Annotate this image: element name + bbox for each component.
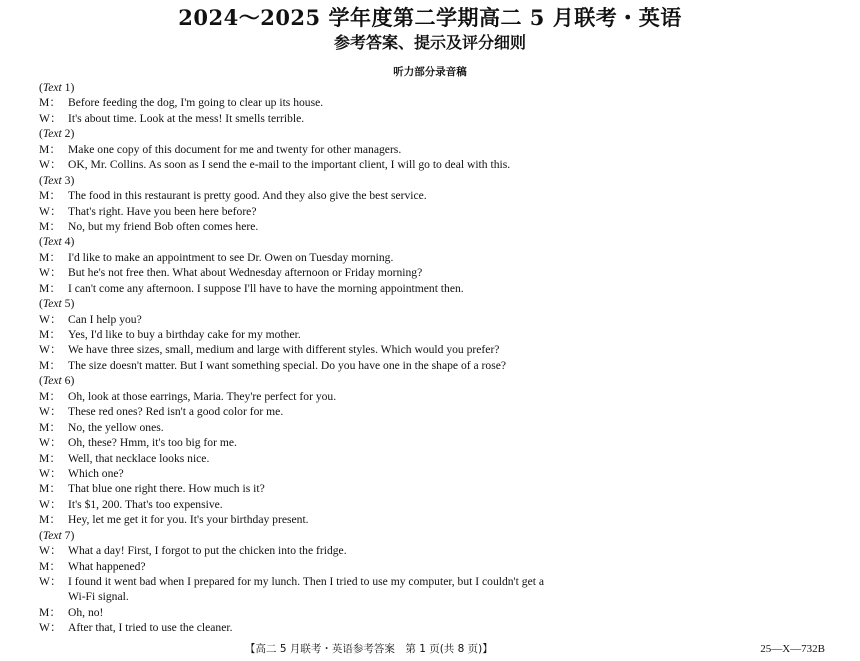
dialogue-line <box>38 111 838 126</box>
dialogue-line <box>38 157 838 172</box>
speaker-name: M <box>39 559 50 573</box>
dialogue-line <box>38 219 838 234</box>
speaker-label: M： <box>39 219 61 233</box>
footer-exam-code: 25—X—732B <box>760 643 825 655</box>
speaker-name: M <box>39 250 50 264</box>
speaker-name: M <box>39 281 50 295</box>
speaker-name: M <box>39 420 50 434</box>
dialogue-text: After that, I tried to use the cleaner. <box>68 621 233 635</box>
dialogue-line <box>38 95 838 110</box>
dialogue-text: No, but my friend Bob often comes here. <box>68 219 259 233</box>
speaker-label: W： <box>39 466 62 480</box>
speaker-label: W： <box>39 405 62 419</box>
speaker-name: M <box>39 219 50 233</box>
section-heading: 听力部分录音稿 <box>393 66 467 78</box>
speaker-name: W <box>39 111 50 125</box>
speaker-name: W <box>39 436 50 450</box>
dialogue-text: Can I help you? <box>68 312 142 326</box>
speaker-label: M： <box>39 96 61 110</box>
speaker-label: W： <box>39 544 62 558</box>
dialogue-text: Yes, I'd like to buy a birthday cake for my mother. <box>68 328 301 341</box>
dialogue-text: We have three sizes, small, medium and large with different styles. Which would you prefer? <box>68 343 500 357</box>
dialogue-text: I'd like to make an appointment to see Dr. Owen on Tuesday morning. <box>68 250 394 264</box>
dialogue-line <box>38 188 838 203</box>
dialogue-line <box>38 327 838 342</box>
text-marker-label: Text <box>42 235 62 249</box>
speaker-name: M <box>39 513 50 527</box>
speaker-label: W： <box>39 312 62 326</box>
speaker-label: M： <box>39 451 61 465</box>
dialogue-text: Oh, no! <box>68 605 104 619</box>
speaker-label: M： <box>39 513 61 527</box>
speaker-name: W <box>39 312 50 326</box>
dialogue-text: Before feeding the dog, I'm going to clear up its house. <box>68 96 324 110</box>
speaker-label: W： <box>39 436 62 450</box>
dialogue-line <box>38 142 838 157</box>
speaker-label: W： <box>39 266 62 280</box>
speaker-name: W <box>39 497 50 511</box>
text-marker-label: Text <box>42 528 62 542</box>
speaker-name: W <box>39 158 50 172</box>
text-marker: (Text 5) <box>39 297 75 311</box>
dialogue-line <box>38 497 838 512</box>
speaker-name: M <box>39 451 50 465</box>
speaker-name: M <box>39 96 50 110</box>
dialogue-line <box>38 281 838 296</box>
dialogue-text: It's about time. Look at the mess! It smells terrible. <box>68 111 305 125</box>
text-marker-label: Text <box>42 173 62 187</box>
dialogue-text: But he's not free then. What about Wednesday afternoon or Friday morning? <box>68 266 423 280</box>
dialogue-line <box>38 574 838 589</box>
speaker-name: M <box>39 389 50 403</box>
dialogue-text: Hey, let me get it for you. It's your birthday present. <box>68 513 309 527</box>
speaker-label: W： <box>39 575 62 588</box>
dialogue-line <box>38 250 838 265</box>
dialogue-line <box>38 512 838 527</box>
dialogue-text: Well, that necklace looks nice. <box>68 451 210 465</box>
speaker-label: M： <box>39 281 61 295</box>
dialogue-line <box>38 543 838 558</box>
dialogue-text: That blue one right there. How much is it? <box>68 482 265 496</box>
text-marker: (Text 2) <box>39 127 75 141</box>
dialogue-line <box>38 312 838 327</box>
text-marker-label: Text <box>42 374 62 388</box>
page-footer <box>0 640 860 658</box>
text-marker: (Text 6) <box>39 374 75 388</box>
dialogue-line <box>38 605 838 620</box>
speaker-name: W <box>39 544 50 558</box>
dialogue-line <box>38 342 838 357</box>
dialogue-text: The food in this restaurant is pretty good. And they also give the best service. <box>68 189 427 203</box>
speaker-name: M <box>39 358 50 372</box>
speaker-name: W <box>39 266 50 280</box>
dialogue-line <box>38 620 838 635</box>
dialogue-line <box>38 265 838 280</box>
dialogue-text: That's right. Have you been here before? <box>68 204 257 218</box>
speaker-label: W： <box>39 497 62 511</box>
dialogue-text: No, the yellow ones. <box>68 420 164 434</box>
speaker-name: W <box>39 204 50 218</box>
speaker-label: M： <box>39 142 61 156</box>
dialogue-text: What happened? <box>68 559 146 573</box>
speaker-name: W <box>39 575 50 588</box>
text-marker: (Text 4) <box>39 235 75 249</box>
dialogue-text: The size doesn't matter. But I want something special. Do you have one in the shape of a rose? <box>68 358 507 372</box>
speaker-name: M <box>39 142 50 156</box>
dialogue-text: Make one copy of this document for me and twenty for other managers. <box>68 142 402 156</box>
speaker-label: W： <box>39 158 62 172</box>
dialogue-line <box>38 404 838 419</box>
text-marker: (Text 7) <box>39 528 75 542</box>
dialogue-line <box>38 559 838 574</box>
dialogue-line-continuation: Wi-Fi signal. <box>68 590 129 604</box>
dialogue-text: OK, Mr. Collins. As soon as I send the e-mail to the important client, I will go to deal with this. <box>68 158 511 172</box>
page-title: 2024～2025 学年度第二学期高二 5 月联考・英语 <box>178 5 682 30</box>
speaker-label: M： <box>39 389 61 403</box>
speaker-label: M： <box>39 482 61 496</box>
speaker-label: W： <box>39 343 62 357</box>
speaker-label: M： <box>39 328 61 341</box>
transcript <box>38 80 838 636</box>
dialogue-text: Oh, look at those earrings, Maria. They're perfect for you. <box>68 389 337 403</box>
footer-page-info: 【高二 5 月联考・英语参考答案 第 1 页(共 8 页)】 <box>245 643 493 655</box>
dialogue-line <box>38 420 838 435</box>
speaker-label: M： <box>39 358 61 372</box>
speaker-name: M <box>39 605 50 619</box>
text-marker: (Text 1) <box>39 81 75 94</box>
dialogue-line <box>38 389 838 404</box>
text-marker-label: Text <box>42 297 62 311</box>
speaker-name: M <box>39 328 50 341</box>
speaker-label: W： <box>39 204 62 218</box>
dialogue-text: These red ones? Red isn't a good color for me. <box>68 405 284 419</box>
speaker-label: M： <box>39 250 61 264</box>
text-marker: (Text 3) <box>39 173 75 187</box>
speaker-label: M： <box>39 420 61 434</box>
dialogue-text: I can't come any afternoon. I suppose I'll have to have the morning appointment then. <box>68 281 464 295</box>
speaker-name: M <box>39 189 50 203</box>
dialogue-line <box>38 466 838 481</box>
speaker-label: M： <box>39 189 61 203</box>
dialogue-text: I found it went bad when I prepared for my lunch. Then I tried to use my computer, but I couldn't get a <box>68 575 544 588</box>
text-marker-label: Text <box>42 127 62 141</box>
speaker-name: W <box>39 621 50 635</box>
speaker-label: M： <box>39 559 61 573</box>
dialogue-line <box>38 451 838 466</box>
dialogue-line <box>38 435 838 450</box>
dialogue-line <box>38 481 838 496</box>
dialogue-line <box>38 358 838 373</box>
dialogue-text: Which one? <box>68 466 124 480</box>
text-marker-label: Text <box>42 81 62 94</box>
dialogue-text: It's $1, 200. That's too expensive. <box>68 497 223 511</box>
speaker-name: W <box>39 343 50 357</box>
speaker-label: W： <box>39 111 62 125</box>
page-subtitle: 参考答案、提示及评分细则 <box>333 33 526 52</box>
speaker-name: M <box>39 482 50 496</box>
dialogue-line <box>38 204 838 219</box>
speaker-label: M： <box>39 605 61 619</box>
dialogue-text: Oh, these? Hmm, it's too big for me. <box>68 436 237 450</box>
speaker-label: W： <box>39 621 62 635</box>
speaker-name: W <box>39 466 50 480</box>
speaker-name: W <box>39 405 50 419</box>
dialogue-text: What a day! First, I forgot to put the chicken into the fridge. <box>68 544 347 558</box>
